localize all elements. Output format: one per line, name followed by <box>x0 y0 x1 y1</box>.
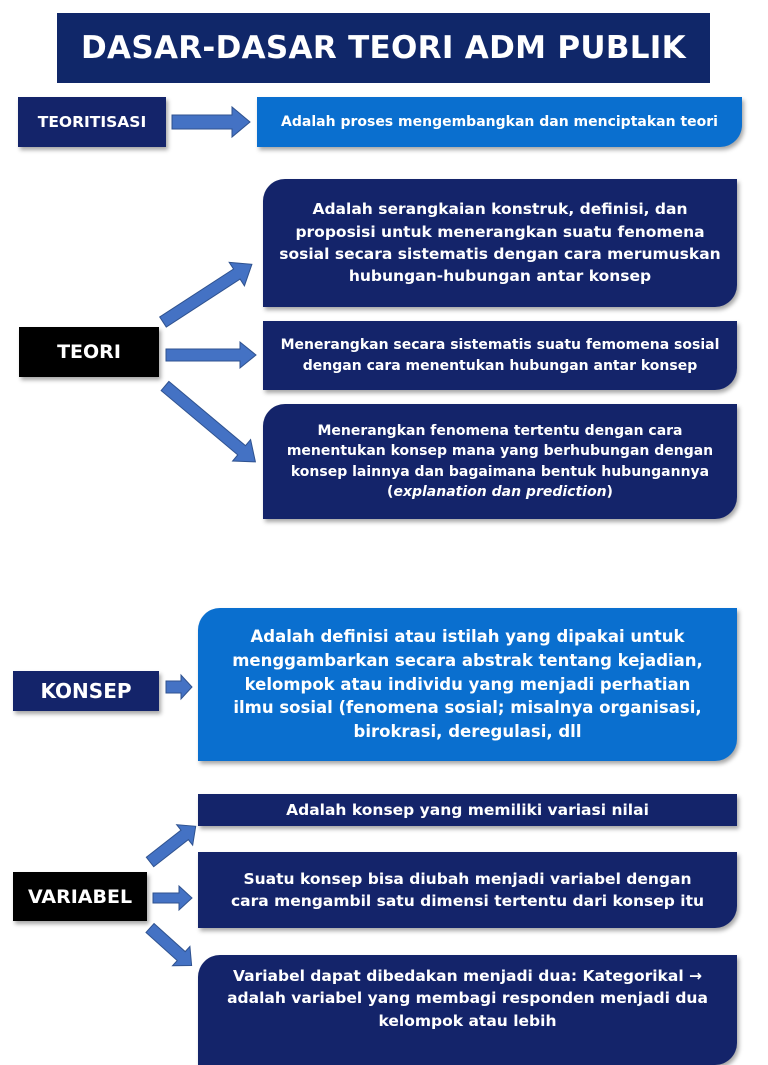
variabel-item-3-box <box>198 955 737 1065</box>
teoritisasi-label-text: TEORITISASI <box>37 113 147 131</box>
arrow-right-icon <box>153 886 192 910</box>
konsep-label-text: KONSEP <box>40 679 132 703</box>
variabel-item-3: Variabel dapat dibedakan menjadi dua: Kategorikal → adalah variabel yang membagi responden menjadi dua kelompok atau lebih <box>227 967 708 1030</box>
arrow-right-icon <box>166 675 192 699</box>
variabel-item-1-box <box>198 794 737 826</box>
teori-item-3-text: Menerangkan fenomena tertentu dengan cara menentukan konsep mana yang berhubungan dengan konsep lainnya dan bagaimana bentuk hubungannya <box>286 422 714 480</box>
variabel-label <box>13 872 147 921</box>
teori-item-1: Adalah serangkaian konstruk, definisi, dan proposisi untuk menerangkan suatu fenomena sosial secara sistematis dengan cara merumuskan hubungan-hubungan antar konsep <box>279 200 721 286</box>
teori-label <box>19 327 159 377</box>
arrow-right-icon <box>172 107 250 137</box>
teori-label-text: TEORI <box>57 341 121 363</box>
konsep-label <box>13 671 159 711</box>
variabel-label-text: VARIABEL <box>27 885 133 908</box>
arrow-down-right-icon <box>156 375 264 472</box>
arrow-up-right-icon <box>142 816 204 872</box>
teori-item-3-box <box>263 404 737 519</box>
teori-item-3 <box>263 421 737 502</box>
page-title: DASAR-DASAR TEORI ADM PUBLIK <box>57 13 710 83</box>
konsep-definition: Adalah definisi atau istilah yang dipakai untuk menggambarkan secara abstrak tentang kejadian, kelompok atau individu yang menjadi perhatian ilmu sosial (fenomena sosial; misalnya organisasi, birokrasi, deregulasi, dll <box>232 626 703 742</box>
teoritisasi-definition: Adalah proses mengembangkan dan menciptakan teori <box>281 113 718 130</box>
arrow-down-right-icon <box>141 918 200 975</box>
teoritisasi-label <box>18 97 166 147</box>
konsep-definition-box <box>198 608 737 761</box>
teori-item-3-paren-open: ( <box>387 483 394 500</box>
teori-item-3-paren-close: ) <box>606 483 613 500</box>
teori-item-2-box <box>263 321 737 390</box>
variabel-item-2: Suatu konsep bisa diubah menjadi variabel dengan cara mengambil satu dimensi tertentu dari konsep itu <box>230 869 705 910</box>
arrow-up-right-icon <box>155 253 259 334</box>
variabel-item-1: Adalah konsep yang memiliki variasi nilai <box>286 800 649 819</box>
teori-item-3-italic: explanation dan prediction <box>393 483 607 500</box>
teoritisasi-definition-box <box>257 97 742 147</box>
variabel-item-2-box <box>198 852 737 928</box>
teori-item-1-box <box>263 179 737 307</box>
teori-item-2: Menerangkan secara sistematis suatu femomena sosial dengan cara menentukan hubungan antar konsep <box>280 337 720 374</box>
arrow-right-icon <box>166 342 256 368</box>
